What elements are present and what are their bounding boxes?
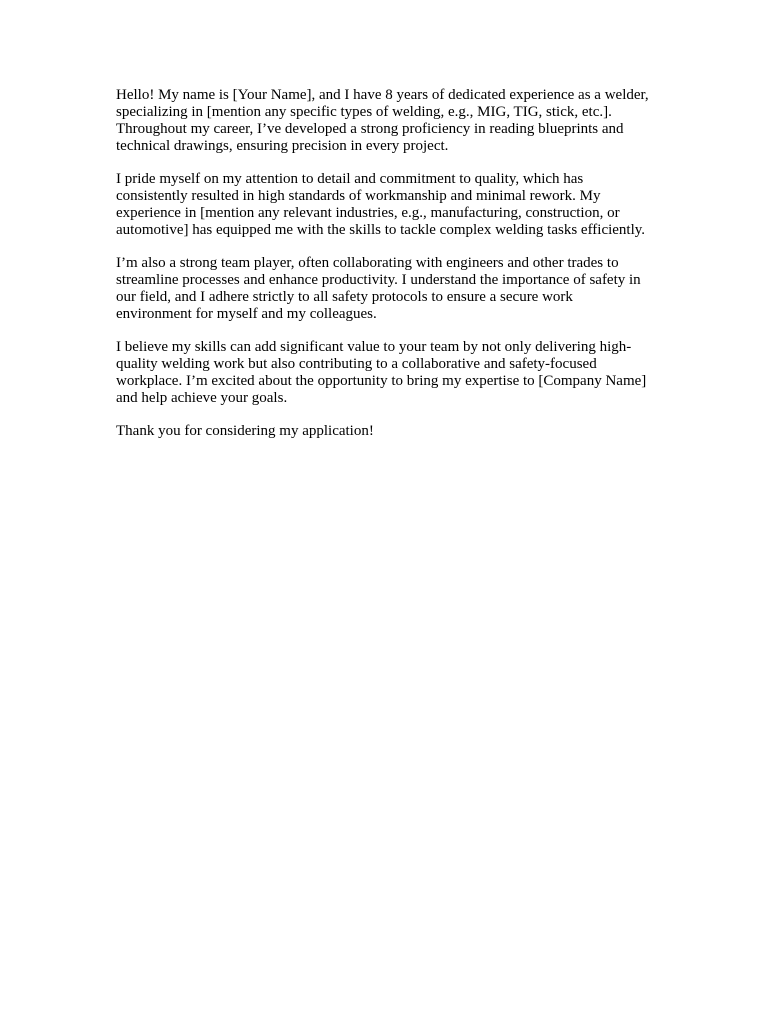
paragraph-introduction: Hello! My name is [Your Name], and I have 8 years of dedicated experience as a welder, specializing in [mention any specific types of welding, e.g., MIG, TIG, stick, etc.]. Throughout my career, I’ve developed a strong proficiency in reading blueprints and technical drawings, ensuring precision in every project. [116,87,649,154]
paragraph-value: I believe my skills can add significant value to your team by not only delivering high-quality welding work but also contributing to a collaborative and safety-focused workplace. I’m excited about the opportunity to bring my expertise to [Company Name] and help achieve your goals. [116,339,647,406]
paragraph-teamwork: I’m also a strong team player, often collaborating with engineers and other trades to streamline processes and enhance productivity. I understand the importance of safety in our field, and I adhere strictly to all safety protocols to ensure a secure work environment for myself and my colleagues. [116,255,641,322]
paragraph-quality: I pride myself on my attention to detail and commitment to quality, which has consistently resulted in high standards of workmanship and minimal rework. My experience in [mention any relevant industries, e.g., manufacturing, construction, or automotive] has equipped me with the skills to tackle complex welding tasks efficiently. [116,171,646,238]
letter-body [116,87,652,456]
paragraph-closing: Thank you for considering my application! [116,423,374,439]
